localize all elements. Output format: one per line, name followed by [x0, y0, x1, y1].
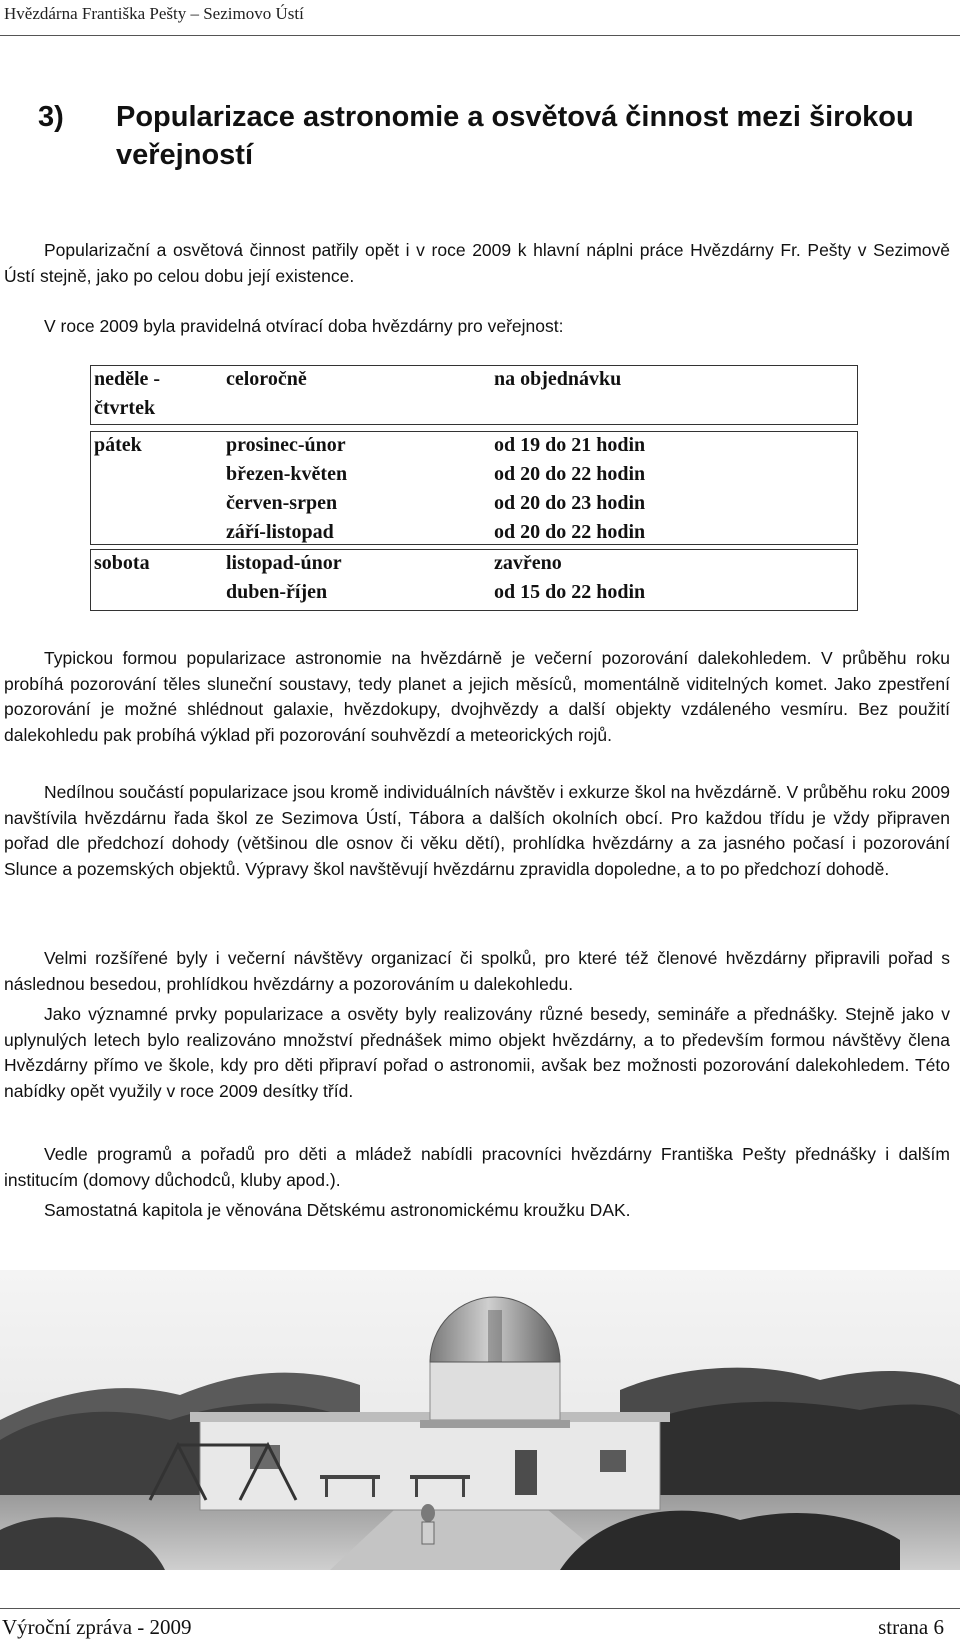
footer-page-number: strana 6	[878, 1615, 944, 1639]
table-row-day: pátek	[94, 434, 142, 456]
table-row-period: celoročně	[226, 368, 307, 390]
chapter-title-text: Popularizace astronomie a osvětová činnost mezi širokou veřejností	[116, 101, 914, 171]
page-footer	[0, 1608, 960, 1645]
body-paragraph-4: Jako významné prvky popularizace a osvěty byly realizovány různé besedy, semináře a přednášky. Stejně jako v uplynulých letech bylo realizováno množství přednášek mimo objekt hvězdárny, a to především formou návštěvy člena Hvězdárny přímo ve škole, kdy pro děti připraví pořad o astronomii, avšak bez možnosti pozorování dalekohledem. Této nabídky opět využily v roce 2009 desítky tříd.	[4, 1004, 950, 1101]
table-row-time: zavřeno od 15 do 22 hodin	[494, 552, 646, 603]
observatory-photo	[0, 1270, 960, 1570]
body-paragraph-1: Typickou formou popularizace astronomie na hvězdárně je večerní pozorování dalekohledem. V průběhu roku probíhá pozorování těles sluneční soustavy, tedy planet a jejich měsíců, momentálně viditelných komet. Jako zpestření pozorování je možné shlédnout galaxie, hvězdokupy, dvojhvězdy a další objekty vzdáleného vesmíru. Bez použití dalekohledu pak probíhá výklad při pozorování souhvězdí a meteorických rojů.	[4, 648, 950, 745]
chapter-title	[38, 98, 918, 174]
opening-hours-table	[90, 365, 858, 615]
page-header	[0, 0, 960, 36]
body-paragraph-6: Samostatná kapitola je věnována Dětskému astronomickému kroužku DAK.	[44, 1200, 631, 1220]
body-paragraph-3: Velmi rozšířené byly i večerní návštěvy organizací či spolků, pro které též členové hvězdárny připravili pořad s následnou besedou, prohlídkou hvězdárny a pozorováním u dalekohledu.	[4, 948, 950, 994]
table-row-period: prosinec-únor březen-květen červen-srpen září-listopad	[226, 434, 348, 543]
table-row-time: od 19 do 21 hodin od 20 do 22 hodin od 20 do 23 hodin od 20 do 22 hodin	[494, 434, 646, 543]
footer-report-title: Výroční zpráva - 2009	[2, 1615, 192, 1639]
table-row-period: listopad-únor duben-říjen	[226, 552, 342, 603]
table-row-frame	[90, 431, 858, 545]
chapter-number: 3)	[38, 101, 64, 133]
table-row-frame	[90, 365, 858, 425]
table-row-time: na objednávku	[494, 368, 622, 390]
intro-paragraph: Popularizační a osvětová činnost patřily opět i v roce 2009 k hlavní náplni práce Hvězdárny Fr. Pešty v Sezimově Ústí stejně, jako po celou dobu její existence.	[4, 240, 950, 286]
body-paragraph-5: Vedle programů a pořadů pro děti a mládež nabídli pracovníci hvězdárny Františka Pešty přednášky i dalším institucím (domovy důchodců, kluby apod.).	[4, 1144, 950, 1190]
table-row-day: neděle - čtvrtek	[94, 368, 161, 419]
body-paragraph-2: Nedílnou součástí popularizace jsou kromě individuálních návštěv i exkurze škol na hvězdárně. V průběhu roku 2009 navštívila hvězdárnu řada škol ze Sezimova Ústí, Tábora a dalších okolních obcí. Pro každou třídu je vždy připraven pořad dle předchozí dohody (většinou dle osnov či věku dětí), prohlídka hvězdárny a za jasného počasí i pozorování Slunce a pozemských objektů. Výpravy škol navštěvují hvězdárnu zpravidla dopoledne, a to po předchozí dohodě.	[4, 782, 950, 879]
hours-intro: V roce 2009 byla pravidelná otvírací doba hvězdárny pro veřejnost:	[44, 316, 564, 336]
header-title: Hvězdárna Františka Pešty – Sezimovo Ústí	[4, 4, 304, 23]
table-row-day: sobota	[94, 552, 150, 574]
table-row-frame	[90, 549, 858, 611]
observatory-photo-illustration	[0, 1270, 960, 1570]
